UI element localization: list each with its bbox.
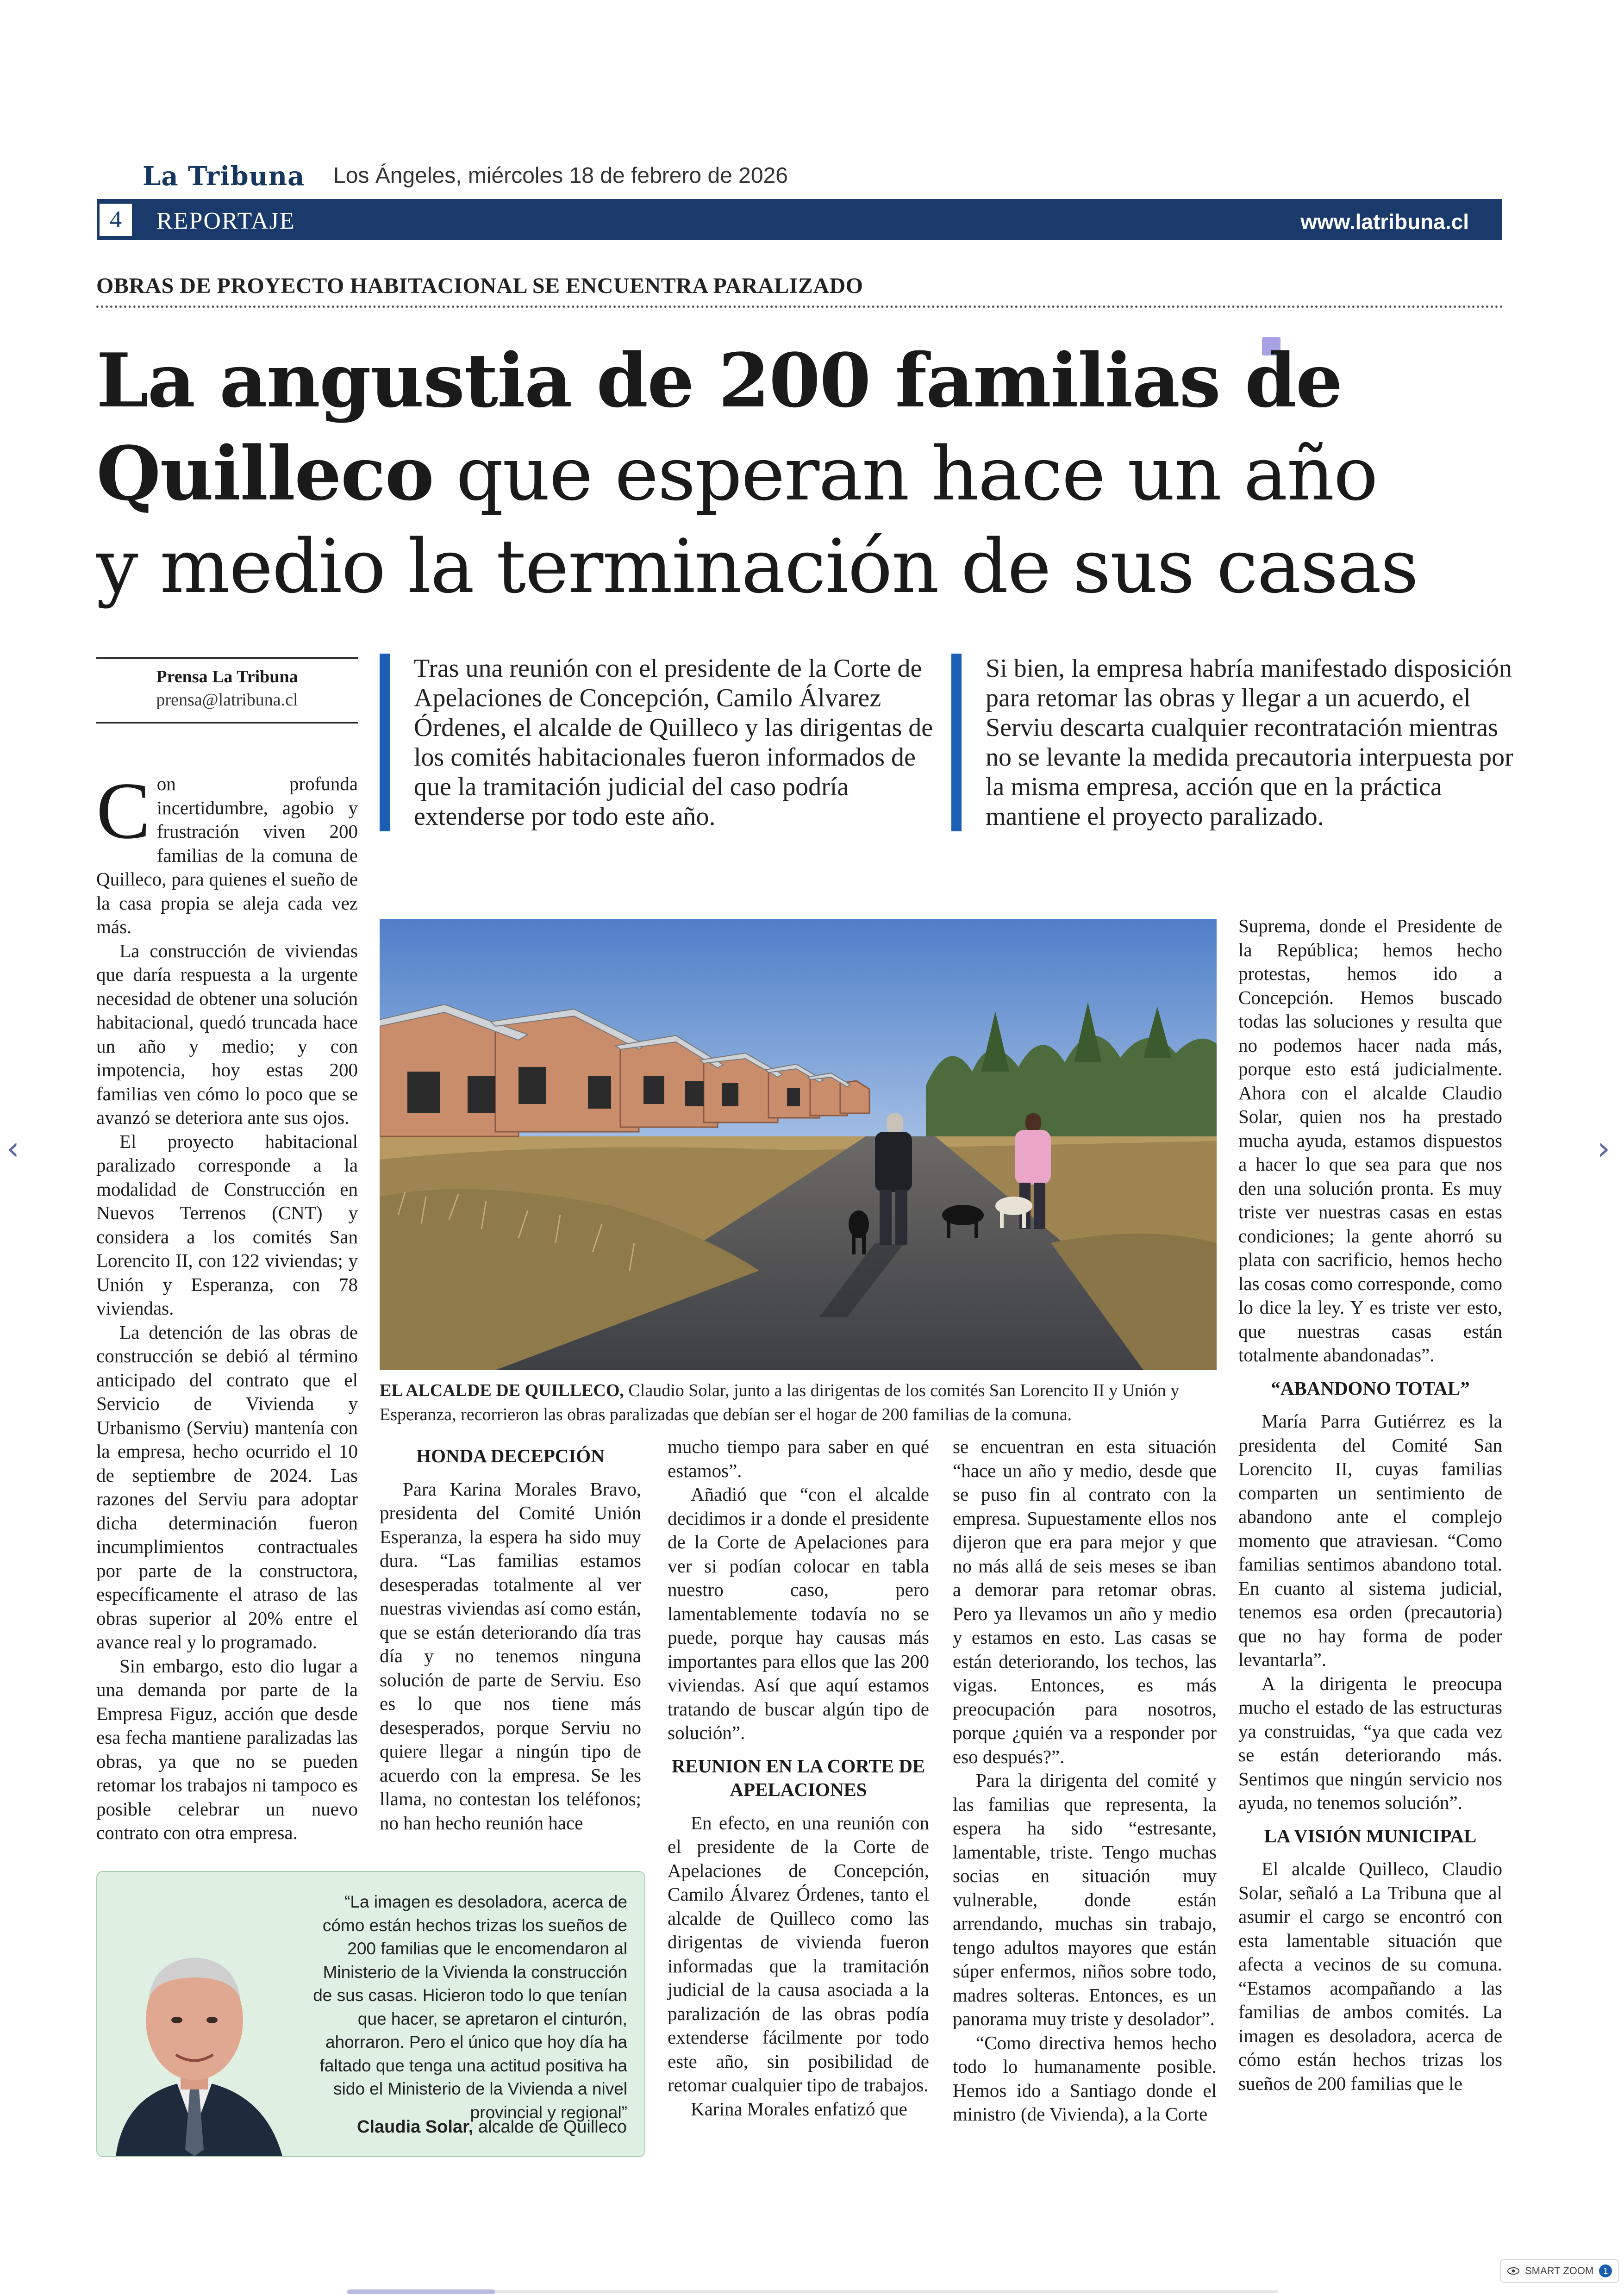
scrollbar-thumb[interactable] xyxy=(347,2289,495,2294)
paragraph: Añadió que “con el alcalde decidimos ir a donde el presidente de la Corte de Apelaciones para ver si podían colocar en tabla nuestro caso, pero lamentablemente todavía no se puede, porque hay causas más importantes para ellos que las 200 viviendas. Así que aquí estamos tratando de buscar algún tipo de solución”. xyxy=(668,1484,929,1743)
kicker: OBRAS DE PROYECTO HABITACIONAL SE ENCUENTRA PARALIZADO xyxy=(96,274,863,298)
column-1 xyxy=(96,766,358,1845)
mayor-portrait xyxy=(97,1872,292,2156)
page-number: 4 xyxy=(100,204,132,236)
headline-bold-1: La angustia de 200 familias de xyxy=(96,337,1342,424)
paragraph: A la dirigenta le preocupa mucho el estado de las estructuras ya construidas, “ya que cada vez se están deteriorando más. Sentimos que ningún servicio nos ayuda, no tenemos solución”. xyxy=(1238,1672,1502,1813)
section-bar xyxy=(97,199,1502,240)
paragraph: Para la dirigenta del comité y las familias que representa, la espera ha sido “estresante, lamentable, triste. Tengo muchas socias en situación muy vulnerable, donde están arrendando, muchas sin trabajo, tengo adultos mayores que están súper enfermos, niños sobre todo, madres solteras. Entonces, es un panorama muy triste y desolador”. xyxy=(953,1770,1217,2029)
headline-bold-2: Quilleco xyxy=(96,430,433,517)
drop-cap: C xyxy=(96,766,150,855)
previous-page-icon[interactable]: ‹ xyxy=(6,1129,19,1167)
smart-zoom-badge: 1 xyxy=(1599,2264,1612,2277)
smart-zoom-button[interactable] xyxy=(1500,2259,1619,2283)
byline-email[interactable]: prensa@latribuna.cl xyxy=(156,690,298,710)
paragraph: Para Karina Morales Bravo, presidenta del Comité Unión Esperanza, la espera ha sido muy dura. “Las familias estamos desesperadas totalmente al ver nuestras viviendas así como están, que se están deteriorando día tras día y no tenemos ninguna solución de parte de Serviu. Eso es lo que nos tiene más desesperados, porque Serviu no quiere llegar a ningún tipo de acuerdo con la empresa. Se les llama, no contestan los teléfonos; no han hecho reunión hace xyxy=(380,1478,641,1834)
subheading-reunion-corte: REUNION EN LA CORTE DE APELACIONES xyxy=(671,1755,925,1800)
paragraph: Suprema, donde el Presidente de la República; hemos hecho protestas, hemos ido a Concepción. Hemos buscado todas las soluciones y resulta que no podemos hacer nada más, porque esto está judicialmente. Ahora con el alcalde Claudio Solar, quien nos ha prestado mucha ayuda, estamos dispuestos a hacer lo que sea para que nos den una solución pronta. Es muy triste ver nuestras casas en estas condiciones; la gente ahorró su plata con sacrificio, hemos hecho las cosas como corresponde, como lo dice la ley. Y es triste ver esto, que nuestras casas están totalmente abandonadas”. xyxy=(1238,915,1502,1366)
quote-attribution: Claudia Solar, alcalde de Quilleco xyxy=(357,2117,627,2137)
paragraph: La construcción de viviendas que daría respuesta a la urgente necesidad de obtener una solución habitacional, quedó truncada hace un año y medio; y con impotencia, hoy estas 200 familias ven cómo lo poco que se avanzó se deteriora ante sus ojos. xyxy=(96,940,358,1128)
newspaper-logo: La Tribuna xyxy=(143,161,305,192)
dotted-divider xyxy=(96,306,1504,308)
paragraph: El alcalde Quilleco, Claudio Solar, señaló a La Tribuna que al asumir el cargo se encontró con esta lamentable situación que afecta a vecinos de su comuna. “Estamos acompañando a las familias de ambos comités. La imagen es desoladora, acerca de cómo están hechos trizas los sueños de 200 familias que le xyxy=(1238,1858,1502,2094)
smart-zoom-label: SMART ZOOM xyxy=(1525,2265,1594,2276)
byline-rule-bottom xyxy=(96,722,358,723)
column-5 xyxy=(1238,914,1502,2095)
deck-1: Tras una reunión con el presidente de la Corte de Apelaciones de Concepción, Camilo Álvarez Órdenes, el alcalde de Quilleco y las dirigentas de los comités habitacionales fueron informados de que la tramitación judicial del caso podría extenderse por todo este año. xyxy=(380,654,942,831)
column-4 xyxy=(953,1435,1217,2127)
eye-icon xyxy=(1507,2267,1519,2275)
section-label: REPORTAJE xyxy=(156,208,295,234)
paragraph: El proyecto habitacional paralizado corresponde a la modalidad de Construcción en Nuevos Terrenos (CNT) y considera a los comités San Lorencito II, con 122 viviendas; y Unión y Esperanza, con 78 viviendas. xyxy=(96,1130,358,1319)
dateline: Los Ángeles, miércoles 18 de febrero de 2026 xyxy=(333,163,788,188)
next-page-icon[interactable]: › xyxy=(1597,1129,1610,1167)
paragraph: se encuentran en esta situación “hace un año y medio, desde que se puso fin al contrato con la empresa. Supuestamente ellos nos dijeron que era para mejor y que no más allá de seis meses se iban a demorar para retomar obras. Pero ya llevamos un año y medio y estamos en esto. Las casas se están deteriorando, los techos, las vigas. Entonces, es más preocupación para nosotros, porque ¿quién va a responder por eso después?”. xyxy=(953,1436,1217,1767)
headline xyxy=(96,334,1467,613)
website-link[interactable]: www.latribuna.cl xyxy=(1300,210,1469,234)
quote-box xyxy=(96,1871,645,2157)
paragraph: mucho tiempo para saber en qué estamos”. xyxy=(668,1436,929,1481)
column-2 xyxy=(380,1435,641,1835)
paragraph: La detención de las obras de construcción se debió al término anticipado del contrato que el Servicio de Vivienda y Urbanismo (Serviu) mantenía con la empresa, hecho ocurrido el 10 de septiembre de 2024. Las razones del Serviu para adoptar dicha determinación fueron incumplimientos contractuales por parte de la constructora, específicamente el atraso de las obras superior al 20% entre el avance real y lo programado. xyxy=(96,1321,358,1653)
headline-part-2: que esperan hace un año xyxy=(433,430,1377,517)
article-photo xyxy=(380,919,1217,1370)
byline-rule-top xyxy=(96,657,358,659)
subheading-abandono-total: “ABANDONO TOTAL” xyxy=(1271,1377,1470,1399)
deck-2: Si bien, la empresa habría manifestado disposición para retomar las obras y llegar a un acuerdo, el Serviu descarta cualquier recontratación mientras no se levante la medida precautoria interpuesta por la misma empresa, acción que en la práctica mantiene el proyecto paralizado. xyxy=(951,654,1518,831)
paragraph: “Como directiva hemos hecho todo lo humanamente posible. Hemos ido a Santiago donde el ministro (de Vivienda), a la Corte xyxy=(953,2032,1217,2125)
paragraph: Con profunda incertidumbre, agobio y frustración viven 200 familias de la comuna de Quilleco, para quienes el sueño de la casa propia se aleja cada vez más. xyxy=(96,766,358,937)
photo-caption: EL ALCALDE DE QUILLECO, Claudio Solar, junto a las dirigentas de los comités San Lorencito II y Unión y Esperanza, recorrieron las obras paralizadas que debían ser el hogar de 200 familias de la comuna. xyxy=(380,1381,1180,1424)
paragraph: Karina Morales enfatizó que xyxy=(691,2098,907,2120)
subheading-vision-municipal: LA VISIÓN MUNICIPAL xyxy=(1264,1825,1477,1846)
paragraph: María Parra Gutiérrez es la presidenta del Comité San Lorencito II, cuyas familias comparten un sentimiento de abandono ante el complejo momento que atraviesan. “Como familias sentimos abandono total. En cuanto al sistema judicial, tenemos esa orden (precautoria) que no hay forma de poder levantarla”. xyxy=(1238,1410,1502,1670)
paragraph: En efecto, en una reunión con el presidente de la Corte de Apelaciones de Concepción, Camilo Álvarez Órdenes, tanto el alcalde de Quilleco como las dirigentas de vivienda fueron informadas que la tramitación judicial de la causa asociada a la paralización de las obras podía extenderse fácilmente por todo este año, sin posibilidad de retomar cualquier tipo de trabajos. xyxy=(668,1812,929,2095)
pull-quote: “La imagen es desoladora, acerca de cómo están hechos trizas los sueños de 200 familias que le encomendaron al Ministerio de la Vivienda la construcción de sus casas. Hicieron todo lo que tenían que hacer, se apretaron el cinturón, ahorraron. Pero el único que hoy día ha faltado que tenga una actitud positiva ha sido el Ministerio de la Vivienda a nivel provincial y regional” xyxy=(313,1892,627,2122)
subheading-honda-decepcion: HONDA DECEPCIÓN xyxy=(416,1445,605,1466)
column-3 xyxy=(668,1435,929,2121)
byline-name: Prensa La Tribuna xyxy=(156,667,298,686)
headline-part-3: y medio la terminación de sus casas xyxy=(96,523,1418,610)
paragraph: Sin embargo, esto dio lugar a una demanda por parte de la Empresa Figuz, acción que desde esa fecha mantiene paralizadas las obras, ya que no se pueden retomar los trabajos ni tampoco es posible celebrar un nuevo contrato con otra empresa. xyxy=(96,1655,358,1843)
